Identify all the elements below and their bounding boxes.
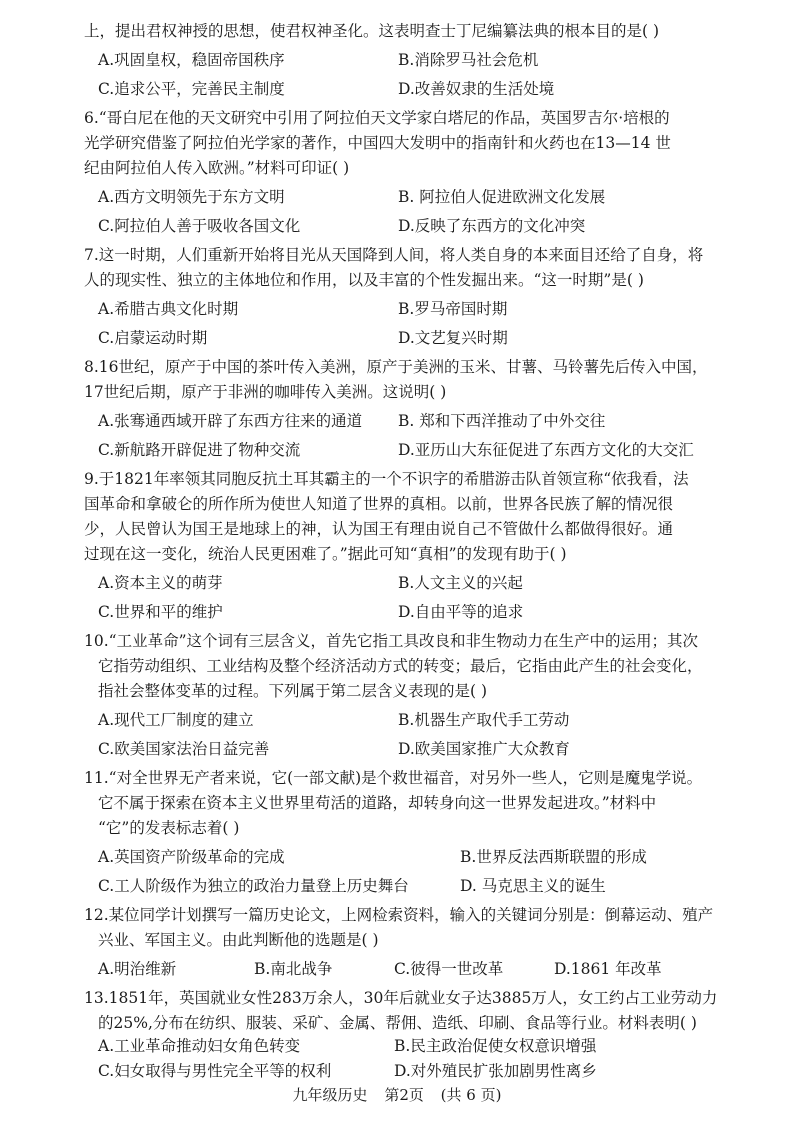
- q10-line-3: 指社会整体变革的过程。下列属于第二层含义表现的是( ): [98, 682, 488, 700]
- q8-options-row-1: [98, 410, 748, 432]
- q12-option-a: A.明治维新: [98, 960, 177, 978]
- q6-option-c: C.阿拉伯人善于吸收各国文化: [98, 217, 301, 235]
- intro-line: 上，提出君权神授的思想，使君权神圣化。这表明查士丁尼编纂法典的根本目的是( ): [84, 22, 660, 40]
- q8-option-c: C.新航路开辟促进了物种交流: [98, 441, 301, 459]
- q13-options-row-1: [98, 1035, 748, 1057]
- q9-line-2: 国革命和拿破仑的所作所为使世人知道了世界的真相。以前，世界各民族了解的情况很: [84, 495, 674, 513]
- q8-line-1: 8.16世纪，原产于中国的茶叶传入美洲，原产于美洲的玉米、甘薯、马铃薯先后传入中国，: [84, 358, 708, 376]
- q10-options-row-2: [98, 738, 748, 760]
- intro-options-row-2: [98, 78, 748, 100]
- footer-subject: 九年级历史: [292, 1086, 368, 1104]
- q10-line-1: 10.“工业革命”这个词有三层含义，首先它指工具改良和非生物动力在生产中的运用；其次: [84, 632, 699, 650]
- q12-option-c: C.彼得一世改革: [394, 960, 504, 978]
- q6-options-row-2: [98, 215, 748, 237]
- q9-option-c: C.世界和平的维护: [98, 603, 223, 621]
- q11-option-d: D. 马克思主义的诞生: [460, 877, 606, 895]
- q6-line-1: 6.“哥白尼在他的天文研究中引用了阿拉伯天文学家白塔尼的作品，英国罗吉尔·培根的: [84, 109, 670, 127]
- q13-option-b: B.民主政治促使女权意识增强: [394, 1037, 597, 1055]
- q6-line-2: 光学研究借鉴了阿拉伯光学家的著作，中国四大发明中的指南针和火药也在13—14 世: [84, 134, 671, 152]
- q9-option-d: D.自由平等的追求: [398, 603, 524, 621]
- q8-options-row-2: [98, 439, 748, 461]
- q8-option-a: A.张骞通西域开辟了东西方往来的通道: [98, 412, 363, 430]
- q6-option-d: D.反映了东西方的文化冲突: [398, 217, 586, 235]
- q12-options-row: [98, 958, 748, 980]
- q7-line-1: 7.这一时期，人们重新开始将目光从天国降到人间，将人类自身的本来面目还给了自身，将: [84, 246, 704, 264]
- intro-options-row-1: [98, 49, 748, 71]
- page-footer: [0, 1084, 794, 1105]
- q7-options-row-1: [98, 298, 748, 320]
- q7-line-2: 人的现实性、独立的主体地位和作用，以及丰富的个性发掘出来。“这一时期”是( ): [84, 271, 644, 289]
- q6-options-row-1: [98, 186, 748, 208]
- q6-option-b: B. 阿拉伯人促进欧洲文化发展: [398, 188, 606, 206]
- q13-options-row-2: [98, 1060, 748, 1082]
- q10-option-b: B.机器生产取代手工劳动: [398, 711, 570, 729]
- q9-line-4: 过现在这一变化，统治人民更困难了。”据此可知“真相”的发现有助于( ): [84, 545, 567, 563]
- q11-line-3: “它”的发表标志着( ): [98, 819, 240, 837]
- q8-line-2: 17世纪后期，原产于非洲的咖啡传入美洲。这说明( ): [84, 383, 447, 401]
- q12-line-2: 兴业、军国主义。由此判断他的选题是( ): [98, 931, 379, 949]
- q13-line-1: 13.1851年，英国就业女性283万余人，30年后就业女子达3885万人，女工约占工业劳动力: [84, 989, 718, 1007]
- q9-option-b: B.人文主义的兴起: [398, 574, 523, 592]
- q11-options-row-1: [98, 846, 748, 868]
- q12-option-b: B.南北战争: [254, 960, 333, 978]
- q7-option-a: A.希腊古典文化时期: [98, 300, 239, 318]
- intro-option-d: D.改善奴隶的生活处境: [398, 80, 555, 98]
- q12-line-1: 12.某位同学计划撰写一篇历史论文，上网检索资料，输入的关键词分别是：倒幕运动、殖产: [84, 906, 714, 924]
- q11-option-b: B.世界反法西斯联盟的形成: [460, 848, 647, 866]
- q9-options-row-2: [98, 601, 748, 623]
- q9-line-3: 少，人民曾认为国王是地球上的神，认为国王有理由说自己不管做什么都做得很好。通: [84, 520, 674, 538]
- q7-option-d: D.文艺复兴时期: [398, 329, 508, 347]
- q6-option-a: A.西方文明领先于东方文明: [98, 188, 285, 206]
- q11-option-c: C.工人阶级作为独立的政治力量登上历史舞台: [98, 877, 409, 895]
- q13-option-c: C.妇女取得与男性完全平等的权利: [98, 1062, 332, 1080]
- q7-option-c: C.启蒙运动时期: [98, 329, 208, 347]
- q10-options-row-1: [98, 709, 748, 731]
- q12-option-d: D.1861 年改革: [554, 960, 662, 978]
- q13-option-d: D.对外殖民扩张加剧男性离乡: [394, 1062, 597, 1080]
- q10-line-2: 它指劳动组织、工业结构及整个经济活动方式的转变；最后，它指由此产生的社会变化，: [98, 657, 703, 675]
- q10-option-a: A.现代工厂制度的建立: [98, 711, 254, 729]
- q13-option-a: A.工业革命推动妇女角色转变: [98, 1037, 301, 1055]
- q7-option-b: B.罗马帝国时期: [398, 300, 508, 318]
- footer-total: (共 6 页): [440, 1086, 502, 1104]
- intro-option-a: A.巩固皇权，稳固帝国秩序: [98, 51, 285, 69]
- q8-option-d: D.亚历山大东征促进了东西方文化的大交汇: [398, 441, 694, 459]
- q11-line-1: 11.“对全世界无产者来说，它(一部文献)是个救世福音，对另外一些人，它则是魔鬼学说。: [84, 769, 703, 787]
- intro-option-b: B.消除罗马社会危机: [398, 51, 539, 69]
- q9-option-a: A.资本主义的萌芽: [98, 574, 223, 592]
- q10-option-d: D.欧美国家推广大众教育: [398, 740, 570, 758]
- q7-options-row-2: [98, 327, 748, 349]
- q6-line-3: 纪由阿拉伯人传入欧洲。”材料可印证( ): [84, 159, 350, 177]
- q8-option-b: B. 郑和下西洋推动了中外交往: [398, 412, 606, 430]
- q9-options-row-1: [98, 572, 748, 594]
- q11-line-2: 它不属于探索在资本主义世界里苟活的道路，却转身向这一世界发起进攻。”材料中: [98, 794, 657, 812]
- q11-options-row-2: [98, 875, 748, 897]
- q11-option-a: A.英国资产阶级革命的完成: [98, 848, 285, 866]
- intro-option-c: C.追求公平，完善民主制度: [98, 80, 285, 98]
- q10-option-c: C.欧美国家法治日益完善: [98, 740, 270, 758]
- q13-line-2: 的25%,分布在纺织、服装、采矿、金属、帮佣、造纸、印刷、食品等行业。材料表明( ): [98, 1014, 697, 1032]
- q9-line-1: 9.于1821年率领其同胞反抗土耳其霸主的一个不识字的希腊游击队首领宣称“依我看，法: [84, 470, 689, 488]
- footer-page: 第2页: [384, 1086, 424, 1104]
